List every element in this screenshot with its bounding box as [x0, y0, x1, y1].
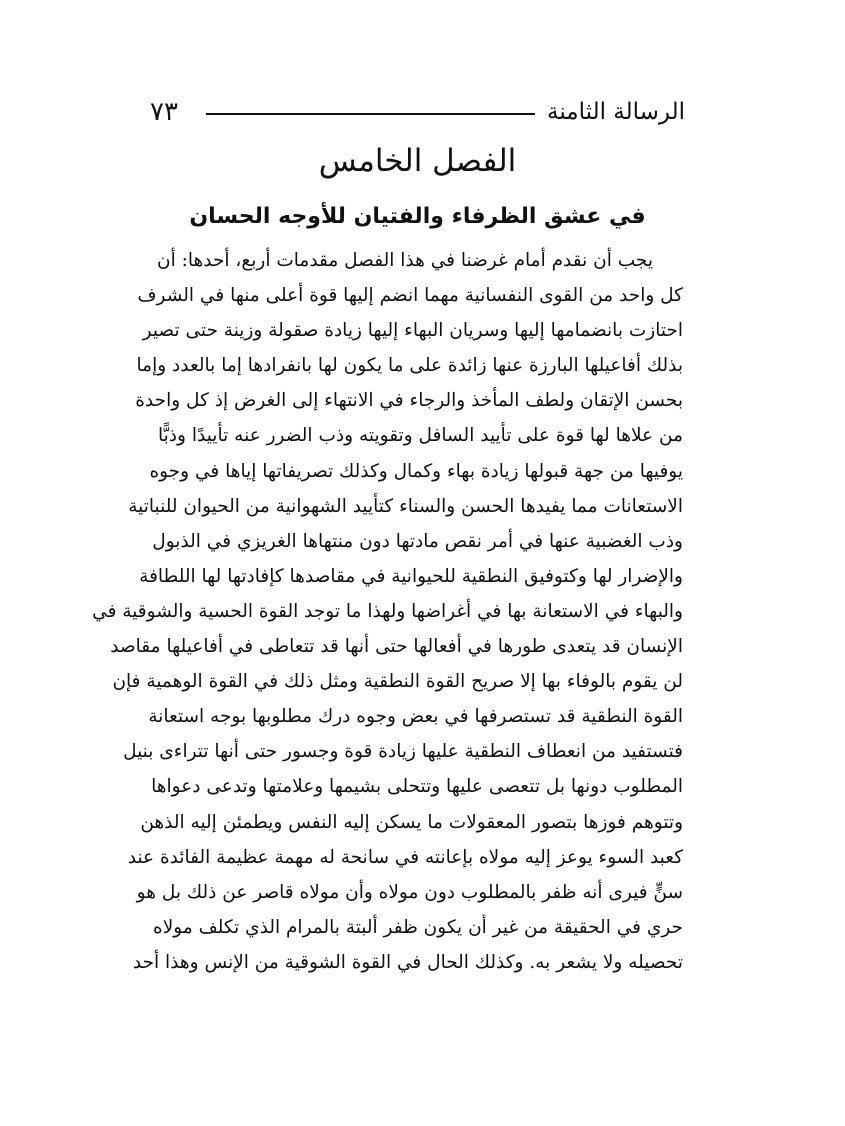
text-line: من علاها لها قوة على تأييد السافل وتقويته وذب الضرر عنه تأييدًا وذبًّا: [158, 425, 683, 447]
text-line: كل واحد من القوى النفسانية مهما انضم إليها قوة أعلى منها في الشرف: [137, 285, 683, 307]
text-line: الاستعانات مما يفيدها الحسن والسناء كتأييد الشهوانية من الحيوان للنباتية: [128, 495, 683, 517]
text-line: لن يقوم بالوفاء بها إلا صريح القوة النطقية ومثل ذلك في القوة الوهمية فإن: [112, 671, 683, 693]
text-line: بذلك أفاعيلها البارزة عنها زائدة على ما يكون لها بانفرادها إما بالعدد وإما: [136, 355, 683, 377]
text-line: فتستفيد من انعطاف النطقية عليها زيادة قوة وجسور حتى أنها تتراءى بنيل: [123, 741, 683, 763]
header-rule: [206, 113, 535, 115]
text-line: كعبد السوء يوعز إليه مولاه بإعانته في سانحة له مهمة عظيمة الفائدة عند: [127, 846, 683, 868]
text-line: وتتوهم فوزها بتصور المعقولات ما يسكن إليه النفس ويطمئن إليه الذهن: [140, 811, 683, 833]
text-line: حري في الحقيقة من غير أن يكون ظفر ألبتة بالمرام الذي تكلف مولاه: [153, 916, 683, 938]
text-line: والبهاء في الاستعانة بها في أغراضها ولهذا ما توجد القوة الحسية والشوقية في: [92, 600, 683, 622]
page-number: ٧٣: [150, 97, 178, 127]
chapter-heading: الفصل الخامس: [318, 143, 517, 179]
text-line: القوة النطقية قد تستصرفها في بعض وجوه درك مطلوبها بوجه استعانة: [148, 706, 683, 728]
text-line: تحصيله ولا يشعر به. وكذلك الحال في القوة الشوقية من الإنس وهذا أحد: [132, 951, 683, 973]
text-line: والإضرار لها وكتوفيق النطقية للحيوانية في مقاصدها كإفادتها لها اللطافة: [139, 565, 683, 587]
chapter-subtitle: في عشق الظرفاء والفتيان للأوجه الحسان: [189, 204, 646, 229]
text-line: احتازت بانضمامها إليها وسريان البهاء إليها زيادة صقولة وزينة حتى تصير: [142, 320, 683, 342]
page-header: [150, 94, 685, 130]
text-line: يجب أن نقدم أمام غرضنا في هذا الفصل مقدمات أربع، أحدها: أن: [157, 250, 653, 271]
text-line: سنٍّ فيرى أنه ظفر بالمطلوب دون مولاه وأن مولاه قاصر عن ذلك بل هو: [136, 881, 683, 903]
text-line: بحسن الإتقان ولطف المأخذ والرجاء في الانتهاء إلى الغرض إذ كل واحدة: [135, 390, 683, 412]
text-line: يوفيها من جهة قبولها زيادة بهاء وكمال وكذلك تصريفاتها إياها في وجوه: [149, 460, 683, 482]
running-title: الرسالة الثامنة: [547, 99, 685, 125]
text-line: المطلوب دونها بل تتعصى عليها وتتحلى بشيمها وعلامتها وتدعى دعواها: [151, 776, 683, 798]
text-line: وذب الغضبية عنها في أمر نقص مادتها دون منتهاها الغريزي في الذبول: [152, 530, 683, 552]
text-line: الإنسان قد يتعدى طورها في أفعالها حتى أنها قد تتعاطى في أفاعيلها مقاصد: [110, 636, 683, 658]
body-text: [92, 243, 683, 980]
